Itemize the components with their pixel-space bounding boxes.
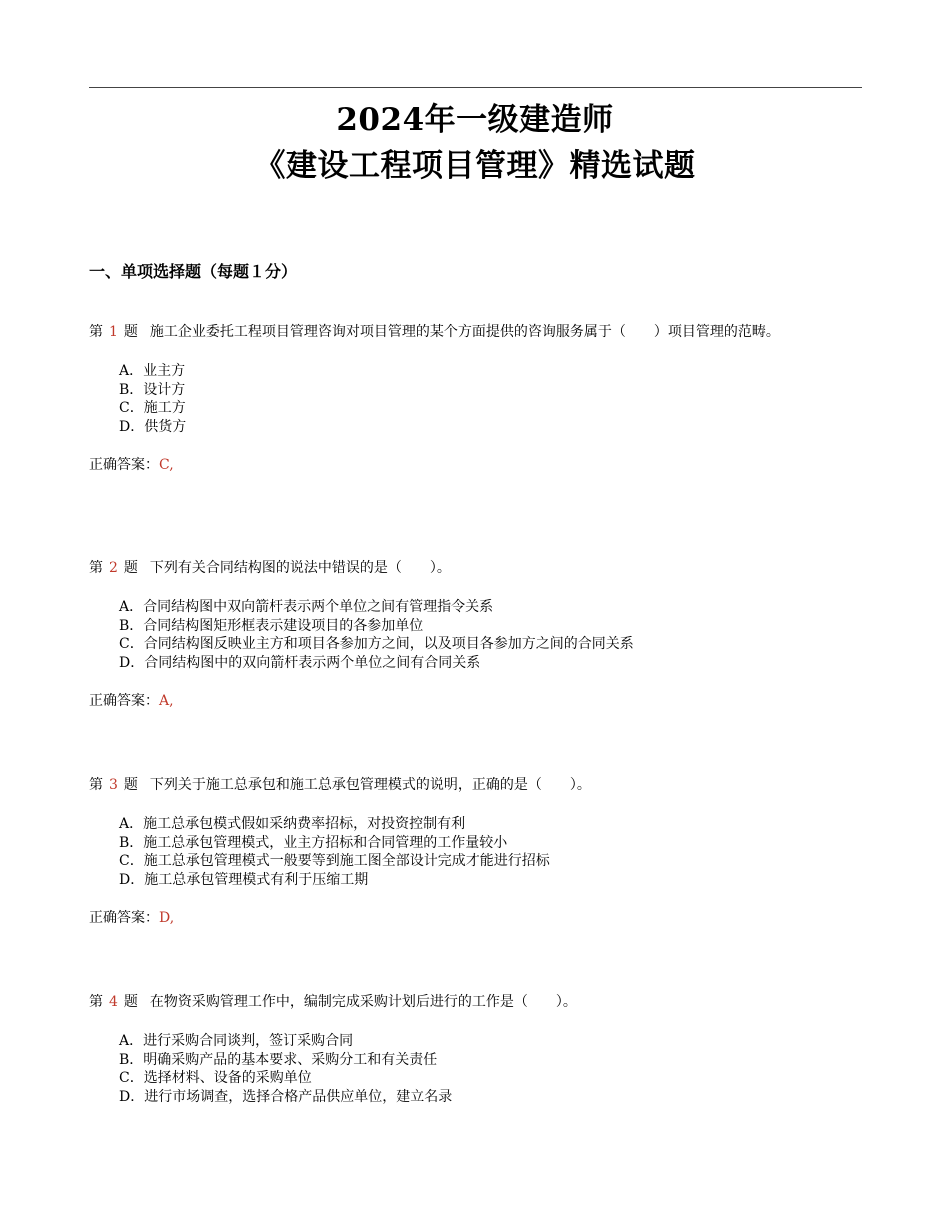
question-text bbox=[89, 559, 864, 577]
option-b: B．设计方 bbox=[119, 381, 186, 398]
option-d: D．供货方 bbox=[119, 418, 187, 435]
question-suffix: 题 bbox=[123, 324, 138, 340]
question-body: 施工企业委托工程项目管理咨询对项目管理的某个方面提供的咨询服务属于（ ）项目管理的范畴。 bbox=[149, 324, 780, 340]
options-list bbox=[119, 362, 864, 436]
options-list bbox=[119, 1032, 864, 1106]
section-heading: 一、单项选择题（每题１分） bbox=[89, 262, 298, 281]
answer-label: 正确答案： bbox=[89, 693, 159, 709]
answer-line bbox=[89, 456, 864, 474]
option-a: A．合同结构图中双向箭杆表示两个单位之间有管理指令关系 bbox=[119, 599, 494, 615]
option-d: D．进行市场调查，选择合格产品供应单位，建立名录 bbox=[119, 1088, 453, 1105]
option-d: D．施工总承包管理模式有利于压缩工期 bbox=[119, 871, 369, 888]
header-rule bbox=[89, 87, 862, 88]
option-a: A．业主方 bbox=[119, 363, 186, 379]
question-1 bbox=[89, 323, 864, 474]
question-prefix: 第 bbox=[89, 560, 103, 576]
option-b: B．明确采购产品的基本要求、采购分工和有关责任 bbox=[119, 1051, 438, 1068]
option-a: A．施工总承包模式假如采纳费率招标，对投资控制有利 bbox=[119, 816, 466, 832]
option-c: C．选择材料、设备的采购单位 bbox=[119, 1070, 312, 1086]
question-body: 在物资采购管理工作中，编制完成采购计划后进行的工作是（ ）。 bbox=[149, 994, 577, 1010]
question-2 bbox=[89, 559, 864, 710]
answer-value: D, bbox=[159, 910, 175, 926]
answer-line bbox=[89, 909, 864, 927]
question-number: 4 bbox=[109, 994, 118, 1010]
option-a: A．进行采购合同谈判，签订采购合同 bbox=[119, 1033, 354, 1049]
question-number: 3 bbox=[109, 777, 118, 793]
option-b: B．合同结构图矩形框表示建设项目的各参加单位 bbox=[119, 617, 424, 634]
option-c: C．施工方 bbox=[119, 400, 186, 416]
question-number: 1 bbox=[109, 324, 118, 340]
answer-value: A, bbox=[159, 693, 174, 709]
option-c: C．合同结构图反映业主方和项目各参加方之间，以及项目各参加方之间的合同关系 bbox=[119, 636, 634, 652]
question-suffix: 题 bbox=[123, 560, 138, 576]
document-subtitle: 《建设工程项目管理》精选试题 bbox=[254, 148, 696, 184]
answer-value: C, bbox=[159, 457, 174, 473]
question-text bbox=[89, 323, 864, 341]
question-prefix: 第 bbox=[89, 324, 103, 340]
question-body: 下列有关合同结构图的说法中错误的是（ ）。 bbox=[149, 560, 451, 576]
question-suffix: 题 bbox=[123, 994, 138, 1010]
question-suffix: 题 bbox=[123, 777, 138, 793]
answer-line bbox=[89, 692, 864, 710]
question-prefix: 第 bbox=[89, 777, 103, 793]
option-b: B．施工总承包管理模式，业主方招标和合同管理的工作量较小 bbox=[119, 834, 508, 851]
document-title: 2024年一级建造师 bbox=[336, 102, 614, 138]
question-text bbox=[89, 993, 864, 1011]
question-body: 下列关于施工总承包和施工总承包管理模式的说明，正确的是（ ）。 bbox=[149, 777, 591, 793]
question-3 bbox=[89, 776, 864, 927]
option-c: C．施工总承包管理模式一般要等到施工图全部设计完成才能进行招标 bbox=[119, 853, 550, 869]
options-list bbox=[119, 815, 864, 889]
options-list bbox=[119, 598, 864, 672]
option-d: D．合同结构图中的双向箭杆表示两个单位之间有合同关系 bbox=[119, 654, 481, 671]
answer-label: 正确答案： bbox=[89, 457, 159, 473]
question-4 bbox=[89, 993, 864, 1106]
answer-label: 正确答案： bbox=[89, 910, 159, 926]
question-number: 2 bbox=[109, 560, 118, 576]
question-text bbox=[89, 776, 864, 794]
question-prefix: 第 bbox=[89, 994, 103, 1010]
